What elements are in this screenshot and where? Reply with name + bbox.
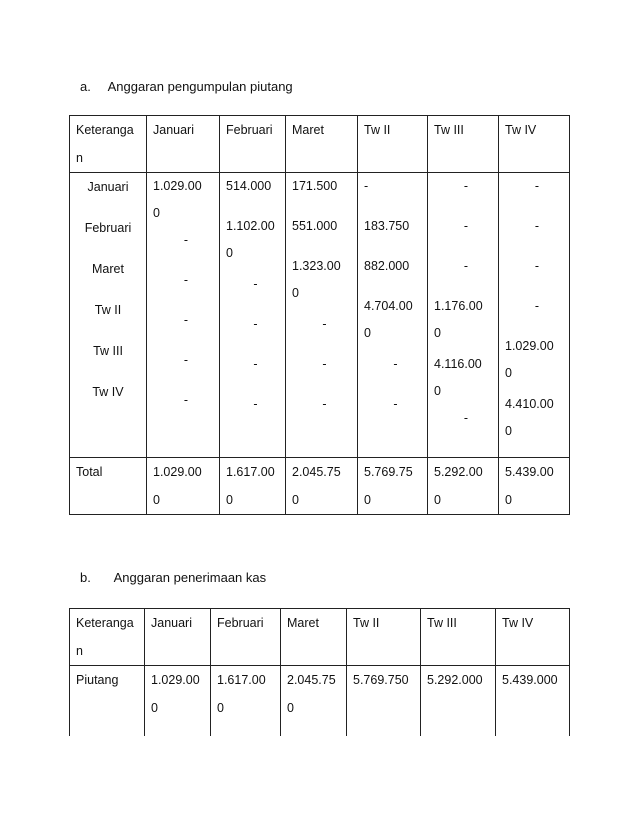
cell-value: 0 xyxy=(151,701,158,715)
cell-value: n xyxy=(76,151,83,165)
row-label: Januari xyxy=(87,180,129,194)
collection-budget-table xyxy=(69,115,570,515)
cell-value: - xyxy=(393,357,398,371)
cell-value: 882.000 xyxy=(364,259,410,273)
header-januari: Januari xyxy=(145,609,211,666)
total-row xyxy=(70,458,570,515)
header-tw2: Tw II xyxy=(358,116,428,173)
total-maret xyxy=(286,458,358,515)
row-labels-cell xyxy=(70,173,147,458)
total-tw2 xyxy=(358,458,428,515)
value-tw2 xyxy=(347,666,421,736)
cell-value: 0 xyxy=(153,206,160,220)
cell-value: - xyxy=(322,357,327,371)
cell-value: 0 xyxy=(505,366,512,380)
cell-value: 0 xyxy=(217,701,224,715)
table-header-row xyxy=(70,609,570,666)
header-tw3: Tw III xyxy=(421,609,496,666)
value-februari xyxy=(211,666,281,736)
cell-value: Keteranga xyxy=(76,616,134,630)
header-januari: Januari xyxy=(147,116,220,173)
row-label: Tw II xyxy=(94,303,122,317)
cell-value: 551.000 xyxy=(292,219,338,233)
cell-value: 1.617.00 xyxy=(217,673,266,687)
cell-value: n xyxy=(76,644,83,658)
row-label: Maret xyxy=(92,262,124,276)
total-januari xyxy=(147,458,220,515)
header-maret: Maret xyxy=(286,116,358,173)
cell-value: 0 xyxy=(153,493,160,507)
section-a-heading xyxy=(80,79,293,94)
section-a-title: Anggaran pengumpulan piutang xyxy=(107,79,293,94)
cell-value: 514.000 xyxy=(226,179,272,193)
header-keterangan xyxy=(70,609,145,666)
cell-value: 5.769.750 xyxy=(353,673,409,687)
cell-value: 0 xyxy=(287,701,294,715)
cell-value: 5.292.000 xyxy=(427,673,483,687)
row-label: Tw III xyxy=(93,344,123,358)
cell-value: 5.769.75 xyxy=(364,465,413,479)
total-tw3 xyxy=(428,458,499,515)
header-februari: Februari xyxy=(220,116,286,173)
total-februari xyxy=(220,458,286,515)
section-a-marker: a. xyxy=(80,79,91,94)
cell-value: 4.410.00 xyxy=(505,397,554,411)
cell-value: 1.029.00 xyxy=(505,339,554,353)
cell-value: 183.750 xyxy=(364,219,410,233)
cell-value: - xyxy=(364,179,369,193)
table-row-piutang xyxy=(70,666,570,736)
cell-value: 1.029.00 xyxy=(153,465,202,479)
header-keterangan xyxy=(70,116,147,173)
cell-value: 0 xyxy=(434,326,441,340)
cell-value: 2.045.75 xyxy=(287,673,336,687)
cell-value: - xyxy=(253,277,258,291)
cell-value: - xyxy=(463,259,469,273)
col-tw4-cell xyxy=(499,173,570,458)
table-header-row xyxy=(70,116,570,173)
cell-value: - xyxy=(534,299,540,313)
total-tw4 xyxy=(499,458,570,515)
col-maret-cell xyxy=(286,173,358,458)
header-maret: Maret xyxy=(281,609,347,666)
cell-value: 1.102.00 xyxy=(226,219,275,233)
cell-value: 1.176.00 xyxy=(434,299,483,313)
cell-value: 0 xyxy=(505,424,512,438)
value-maret xyxy=(281,666,347,736)
cell-value: 0 xyxy=(434,493,441,507)
section-b-heading xyxy=(80,570,266,585)
row-label: Tw IV xyxy=(92,385,124,399)
cell-value: 1.323.00 xyxy=(292,259,341,273)
cell-value: 171.500 xyxy=(292,179,338,193)
cash-receipts-table xyxy=(69,608,570,736)
cell-value: - xyxy=(183,233,189,247)
cell-value: 5.439.00 xyxy=(505,465,554,479)
header-tw3: Tw III xyxy=(428,116,499,173)
cell-value: - xyxy=(183,393,189,407)
section-b-marker: b. xyxy=(80,570,91,585)
cell-value: - xyxy=(253,397,258,411)
cell-value: - xyxy=(463,179,469,193)
col-tw3-cell xyxy=(428,173,499,458)
row-label-piutang: Piutang xyxy=(70,666,145,736)
cell-value: - xyxy=(322,397,327,411)
cell-value: - xyxy=(322,317,327,331)
cell-value: - xyxy=(534,259,540,273)
cell-value: 0 xyxy=(292,286,299,300)
cell-value: 0 xyxy=(364,326,371,340)
value-tw3 xyxy=(421,666,496,736)
cell-value: - xyxy=(534,219,540,233)
value-januari xyxy=(145,666,211,736)
section-b-title: Anggaran penerimaan kas xyxy=(113,570,267,585)
cell-value: 1.029.00 xyxy=(151,673,200,687)
row-label: Februari xyxy=(84,221,132,235)
cell-value: Keteranga xyxy=(76,123,134,137)
cell-value: 0 xyxy=(364,493,371,507)
cell-value: 0 xyxy=(226,493,233,507)
header-tw4: Tw IV xyxy=(499,116,570,173)
header-februari: Februari xyxy=(211,609,281,666)
cell-value: - xyxy=(534,179,540,193)
cell-value: - xyxy=(253,357,258,371)
cell-value: - xyxy=(183,273,189,287)
col-tw2-cell xyxy=(358,173,428,458)
cell-value: - xyxy=(393,397,398,411)
cell-value: - xyxy=(183,353,189,367)
cell-value: - xyxy=(253,317,258,331)
cell-value: 0 xyxy=(434,384,441,398)
cell-value: 1.029.00 xyxy=(153,179,202,193)
cell-value: 5.439.000 xyxy=(502,673,558,687)
cell-value: 4.704.00 xyxy=(364,299,413,313)
cell-value: 1.617.00 xyxy=(226,465,275,479)
header-tw4: Tw IV xyxy=(496,609,570,666)
header-tw2: Tw II xyxy=(347,609,421,666)
cell-value: 4.116.00 xyxy=(434,357,482,371)
total-label: Total xyxy=(70,458,147,515)
col-januari-cell xyxy=(147,173,220,458)
table-body-row xyxy=(70,173,570,458)
cell-value: 0 xyxy=(226,246,233,260)
cell-value: 0 xyxy=(292,493,299,507)
cell-value: - xyxy=(183,313,189,327)
col-februari-cell xyxy=(220,173,286,458)
cell-value: 2.045.75 xyxy=(292,465,341,479)
cell-value: 0 xyxy=(505,493,512,507)
cell-value: - xyxy=(463,411,469,425)
value-tw4 xyxy=(496,666,570,736)
cell-value: - xyxy=(463,219,469,233)
cell-value: 5.292.00 xyxy=(434,465,483,479)
